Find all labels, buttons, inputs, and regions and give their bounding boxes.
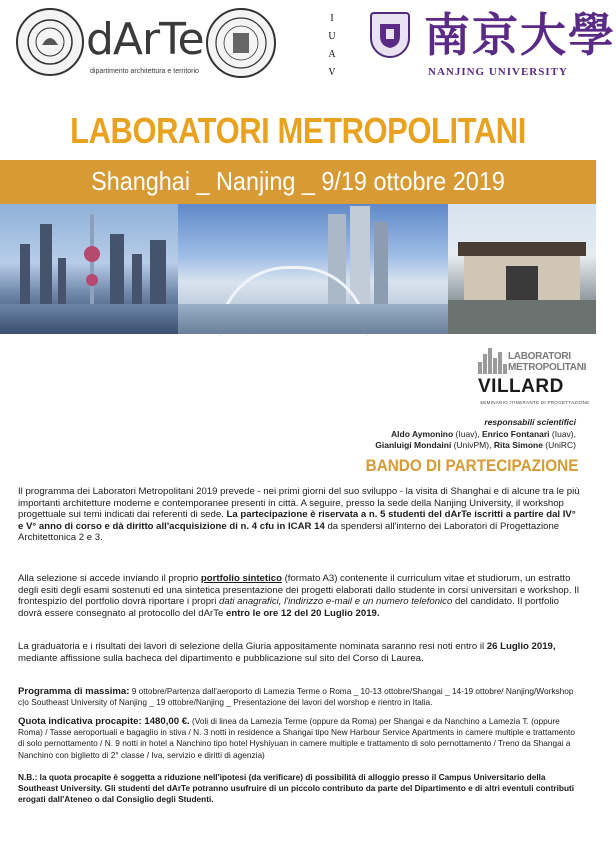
person-org: (Iuav), [549, 428, 576, 439]
paragraph-bold: La partecipazione è riservata a n. 5 studenti del dArTe iscritti a partire dal IV° e V° anno di corso e dà diritto all'acquisizione di n. 4 cfu in ICAR 14 [18, 509, 576, 532]
paragraph-text: (formato A3) contenente il curriculum vitae et studiorum, un estratto degli esiti degli esami sostenuti ed una sintetica presentazione dei progetti elaborati dallo studente in corsi universitari e workshop. Il frontespizio del portfolio dovrà riportare i propri [18, 573, 580, 608]
lab-logo-line2: METROPOLITANI [508, 362, 587, 373]
villard-wordmark: VILLARD [478, 376, 564, 397]
paragraph-text: (Voli di linea da Lamezia Terme (oppure da Roma) per Shangai e da Nanchino a Lamezia T. (oppure Roma) / Tasse aeroportuali e bagaglio in stiva / N. 3 notti in residence a Shangai tipo New Harbour Service Apartments in camere multiple e trattamento di solo pernottamento / N. 9 notti in hotel a Nanchino tipo hotel Hyshiyuan in camere multiple e trattamento di solo pernottamento / Treno da Shangai a Nanchino con biglietto di 2° classe / Iva, servizio e diritti di agenzia) [18, 716, 575, 760]
villard-subtitle: SEMINARIO ITINERANTE DI PROGETTAZIONE [480, 400, 590, 405]
person-org: (UniRC) [542, 440, 576, 450]
paragraph-lead: Quota indicativa procapite: [18, 716, 142, 727]
paragraph-lead: Programma di massima: [18, 686, 130, 697]
nanjing-skyline-photo [178, 204, 448, 334]
person-org: (UnivPM), [451, 440, 494, 450]
mediterranea-seal-icon [16, 8, 84, 76]
paragraph-text: da spendersi all'interno dei Laboratori di Progettazione Architettonica 2 e 3. [18, 520, 560, 544]
lab-logo-line1: LABORATORI [508, 351, 571, 362]
photo-strip [0, 204, 596, 334]
iuav-letter: A [328, 49, 336, 60]
responsabili-block [316, 417, 576, 452]
person-org: (Iuav), [453, 428, 482, 439]
paragraph-selezione [18, 573, 580, 619]
paragraph-italic: dati anagrafici, l'indirizzo e-mail e un numero telefonico [219, 596, 453, 608]
darte-subtitle: dipartimento architettura e territorio [90, 68, 199, 75]
iuav-letter: U [328, 31, 336, 42]
person-name: Enrico Fontanari [482, 428, 550, 439]
paragraph-bold: 26 Luglio 2019, [486, 641, 556, 652]
paragraph-text: 9 ottobre/Partenza dall'aeroporto di Lamezia Terme o Roma _ 10-13 ottobre/Shangai _ 14-19 ottobre/ Nanjing/Workshop c|o Southeast University of Nanjing _ 19 ottobre/Nanjing _ Presentazione dei lavori del worshop e rientro in Italia. [18, 686, 574, 707]
person-name: Gianluigi Mondaini [375, 440, 452, 450]
paragraph-text: Alla selezione si accede inviando il proprio [18, 573, 201, 584]
responsabili-line [316, 429, 576, 441]
responsabili-title: responsabili scientifici [484, 417, 576, 427]
person-name: Aldo Aymonino [391, 428, 454, 439]
paragraph-programma-massima [18, 686, 580, 708]
shanghai-skyline-photo [0, 204, 178, 334]
buildings-icon [478, 348, 508, 374]
laboratori-villard-logo [478, 348, 590, 410]
iuav-logo [326, 10, 338, 84]
paragraph-bold: N.B.: la quota procapite è soggetta a riduzione nell'ipotesi (da verificare) di possibilità di alloggio presso il Campus Universitario della Southeast University. Gli studenti del dArTe potranno usufruire di un piccolo contributo da parte del Dipartimento e di altri eventuli contributi erogati dall'Ateneo o dal Consiglio degli Studenti. [18, 772, 575, 805]
nanjing-chinese-name: 南京大學 [424, 8, 616, 62]
paragraph-text: mediante affissione sulla bacheca del dipartimento e pubblicazione sul sito del Corso di Laurea. [18, 652, 424, 664]
page-subtitle: Shanghai _ Nanjing _ 9/19 ottobre 2019 [91, 166, 505, 196]
page-title: LABORATORI METROPOLITANI [70, 110, 526, 151]
paragraph-programma [18, 486, 580, 544]
paragraph-underlined: portfolio sintetico [200, 573, 282, 584]
responsabili-line [316, 440, 576, 452]
paragraph-text: Il programma dei Laboratori Metropolitani 2019 prevede - nei primi giorni del suo sviluppo - la visita di Shanghai e di alcune tra le più importanti architetture moderne e contemporanee presenti in città. A seguire, presso la sede della Nanjing University, il workshop progettuale sui temi indicati dai referenti di sede. [18, 486, 580, 521]
section-heading: BANDO DI PARTECIPAZIONE [365, 456, 578, 475]
iuav-letter: I [330, 13, 334, 24]
darte-logo: dArTe [86, 14, 204, 65]
iuav-letter: V [328, 67, 336, 78]
nanjing-shield-icon [370, 12, 410, 58]
logo-strip [0, 0, 616, 95]
paragraph-graduatoria [18, 641, 580, 664]
paragraph-nb [18, 772, 580, 806]
university-gate-photo [448, 204, 596, 334]
paragraph-text: La graduatoria e i risultati dei lavori di selezione della Giuria appositamente nominata saranno resi noti entro il [18, 641, 487, 652]
paragraph-bold: entro le ore 12 del 20 Luglio 2019. [226, 607, 380, 619]
politecnica-marche-seal-icon [206, 8, 276, 78]
nanjing-english-name: NANJING UNIVERSITY [428, 66, 568, 78]
paragraph-text: del candidato. Il portfolio dovrà essere consegnato al protocollo del dArTe [18, 596, 559, 619]
person-name: Rita Simone [493, 440, 543, 450]
paragraph-quota [18, 716, 580, 761]
price: 1480,00 €. [141, 716, 190, 727]
